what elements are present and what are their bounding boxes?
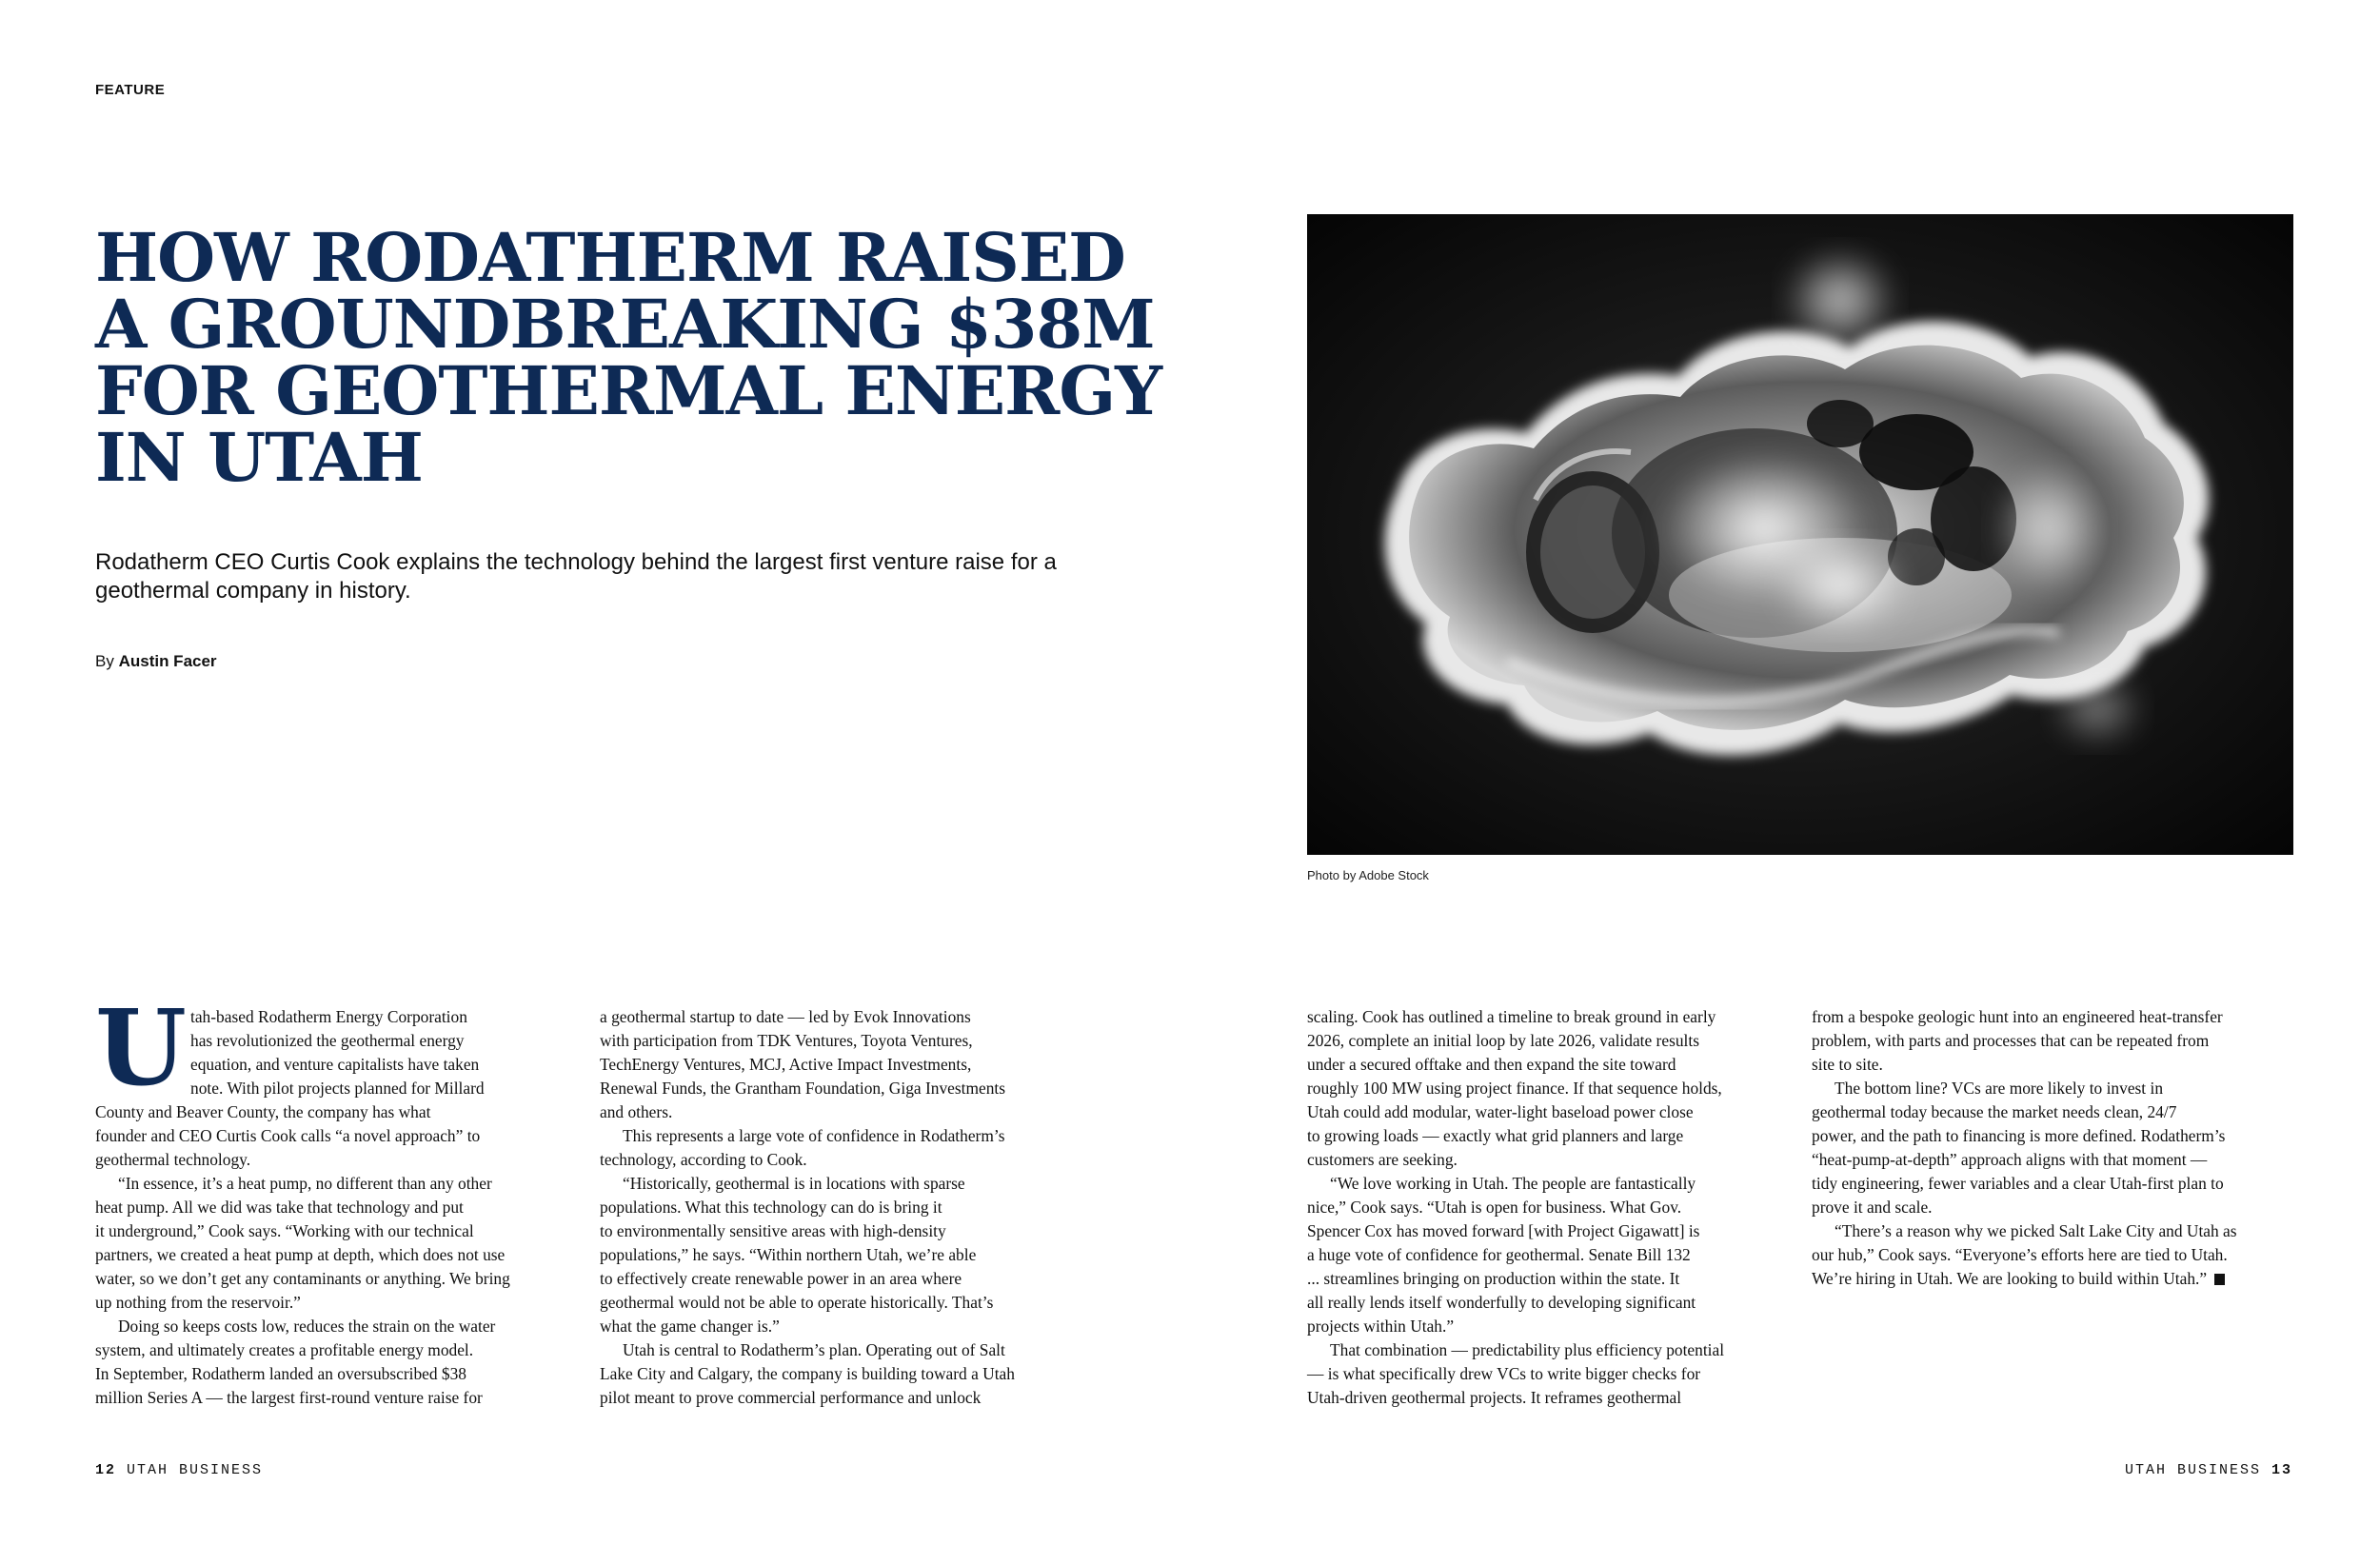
end-of-story-icon: [2214, 1274, 2225, 1285]
body-line: to growing loads — exactly what grid planners and large: [1307, 1126, 1684, 1145]
body-line: a geothermal startup to date — led by Evok Innovations: [600, 1007, 971, 1026]
publication-name-right: UTAH BUSINESS: [2124, 1462, 2261, 1478]
body-line: geothermal technology.: [95, 1150, 251, 1169]
body-line: and others.: [600, 1102, 673, 1121]
body-line: Renewal Funds, the Grantham Foundation, Giga Investments: [600, 1079, 1006, 1098]
body-line: partners, we created a heat pump at depth, which does not use: [95, 1245, 506, 1264]
body-line: pilot meant to prove commercial performance and unlock: [600, 1388, 982, 1407]
body-line: up nothing from the reservoir.”: [95, 1293, 301, 1312]
drop-cap: U: [95, 986, 187, 1109]
body-line: million Series A — the largest first-round venture raise for: [95, 1388, 483, 1407]
headline-line: FOR GEOTHERMAL ENERGY: [95, 351, 1162, 430]
body-line: Utah-driven geothermal projects. It reframes geothermal: [1307, 1388, 1682, 1407]
headline-line: A GROUNDBREAKING $38M: [95, 285, 1155, 364]
photo-illustration: [1307, 214, 2293, 855]
dek-line: Rodatherm CEO Curtis Cook explains the technology behind the largest first venture raise for a: [95, 549, 1057, 575]
body-line: tidy engineering, fewer variables and a clear Utah-first plan to: [1812, 1174, 2224, 1193]
body-line: tah-based Rodatherm Energy Corporation: [190, 1007, 467, 1026]
body-line: what the game changer is.”: [600, 1317, 780, 1336]
body-line: all really lends itself wonderfully to developing significant: [1307, 1293, 1696, 1312]
headline-line: HOW RODATHERM RAISED: [95, 218, 1125, 297]
body-line: ... streamlines bringing on production within the state. It: [1307, 1269, 1680, 1288]
body-line: Lake City and Calgary, the company is building toward a Utah: [600, 1364, 1015, 1383]
footer-right: [2125, 1462, 2292, 1478]
body-line: it underground,” Cook says. “Working with our technical: [95, 1221, 474, 1240]
body-line: heat pump. All we did was take that technology and put: [95, 1198, 464, 1217]
body-line: Utah could add modular, water-light baseload power close: [1307, 1102, 1694, 1121]
body-line: from a bespoke geologic hunt into an engineered heat-transfer: [1812, 1007, 2223, 1026]
body-line: geothermal would not be able to operate historically. That’s: [600, 1293, 994, 1312]
body-column-2: [600, 1005, 1114, 1410]
body-line: customers are seeking.: [1307, 1150, 1458, 1169]
body-line: problem, with parts and processes that can be repeated from: [1812, 1031, 2210, 1050]
body-line: projects within Utah.”: [1307, 1317, 1455, 1336]
body-line: our hub,” Cook says. “Everyone’s efforts here are tied to Utah.: [1812, 1245, 2228, 1264]
body-line: Spencer Cox has moved forward [with Project Gigawatt] is: [1307, 1221, 1700, 1240]
body-line: “There’s a reason why we picked Salt Lake City and Utah as: [1835, 1221, 2237, 1240]
body-line: prove it and scale.: [1812, 1198, 1933, 1217]
body-line: water, so we don’t get any contaminants or anything. We bring: [95, 1269, 510, 1288]
body-line: founder and CEO Curtis Cook calls “a novel approach” to: [95, 1126, 481, 1145]
body-line: “heat-pump-at-depth” approach aligns with that moment —: [1812, 1150, 2208, 1169]
byline-prefix: By: [95, 652, 114, 670]
body-line: 2026, complete an initial loop by late 2026, validate results: [1307, 1031, 1699, 1050]
body-line: under a secured offtake and then expand the site toward: [1307, 1055, 1676, 1074]
body-line: In September, Rodatherm landed an oversubscribed $38: [95, 1364, 466, 1383]
body-line: Utah is central to Rodatherm’s plan. Operating out of Salt: [623, 1340, 1005, 1359]
body-line: This represents a large vote of confidence in Rodatherm’s: [623, 1126, 1005, 1145]
body-line: “In essence, it’s a heat pump, no different than any other: [118, 1174, 492, 1193]
page-number-left: 12: [95, 1462, 117, 1478]
body-line: note. With pilot projects planned for Millard: [190, 1079, 485, 1098]
section-label: FEATURE: [95, 82, 166, 98]
body-column-4: [1812, 1005, 2326, 1291]
dek: [95, 548, 1066, 605]
byline-author: Austin Facer: [118, 652, 217, 670]
body-line: to environmentally sensitive areas with high-density: [600, 1221, 946, 1240]
body-line: We’re hiring in Utah. We are looking to build within Utah.”: [1812, 1267, 2326, 1291]
body-line: scaling. Cook has outlined a timeline to break ground in early: [1307, 1007, 1716, 1026]
body-line: Doing so keeps costs low, reduces the strain on the water: [118, 1317, 496, 1336]
body-column-1: [95, 1005, 609, 1410]
body-line: geothermal today because the market needs clean, 24/7: [1812, 1102, 2177, 1121]
headline-line: IN UTAH: [95, 418, 423, 497]
aerial-geothermal-photo: [1307, 214, 2293, 855]
body-line: with participation from TDK Ventures, Toyota Ventures,: [600, 1031, 973, 1050]
body-line: to effectively create renewable power in an area where: [600, 1269, 962, 1288]
photo-credit: Photo by Adobe Stock: [1307, 868, 1429, 882]
body-line: site to site.: [1812, 1055, 1883, 1074]
body-line: a huge vote of confidence for geothermal. Senate Bill 132: [1307, 1245, 1691, 1264]
body-line: “We love working in Utah. The people are fantastically: [1330, 1174, 1696, 1193]
byline: [95, 652, 217, 671]
dek-line: geothermal company in history.: [95, 578, 411, 604]
body-line: The bottom line? VCs are more likely to invest in: [1835, 1079, 2164, 1098]
body-line: system, and ultimately creates a profitable energy model.: [95, 1340, 474, 1359]
body-line: power, and the path to financing is more defined. Rodatherm’s: [1812, 1126, 2226, 1145]
headline: [95, 218, 1162, 497]
body-line: County and Beaver County, the company has what: [95, 1102, 431, 1121]
body-line: populations. What this technology can do is bring it: [600, 1198, 942, 1217]
publication-name-left: UTAH BUSINESS: [127, 1462, 264, 1478]
body-line: roughly 100 MW using project finance. If that sequence holds,: [1307, 1079, 1722, 1098]
body-line: nice,” Cook says. “Utah is open for business. What Gov.: [1307, 1198, 1682, 1217]
body-line: equation, and venture capitalists have taken: [190, 1055, 480, 1074]
body-line: — is what specifically drew VCs to write bigger checks for: [1307, 1364, 1701, 1383]
page-number-right: 13: [2271, 1462, 2292, 1478]
body-line: TechEnergy Ventures, MCJ, Active Impact Investments,: [600, 1055, 972, 1074]
body-column-3: [1307, 1005, 1821, 1410]
body-line: “Historically, geothermal is in locations with sparse: [623, 1174, 965, 1193]
body-line: That combination — predictability plus efficiency potential: [1330, 1340, 1725, 1359]
body-line: populations,” he says. “Within northern Utah, we’re able: [600, 1245, 977, 1264]
footer-left: [95, 1462, 263, 1478]
body-line: technology, according to Cook.: [600, 1150, 807, 1169]
body-line: has revolutionized the geothermal energy: [190, 1031, 465, 1050]
